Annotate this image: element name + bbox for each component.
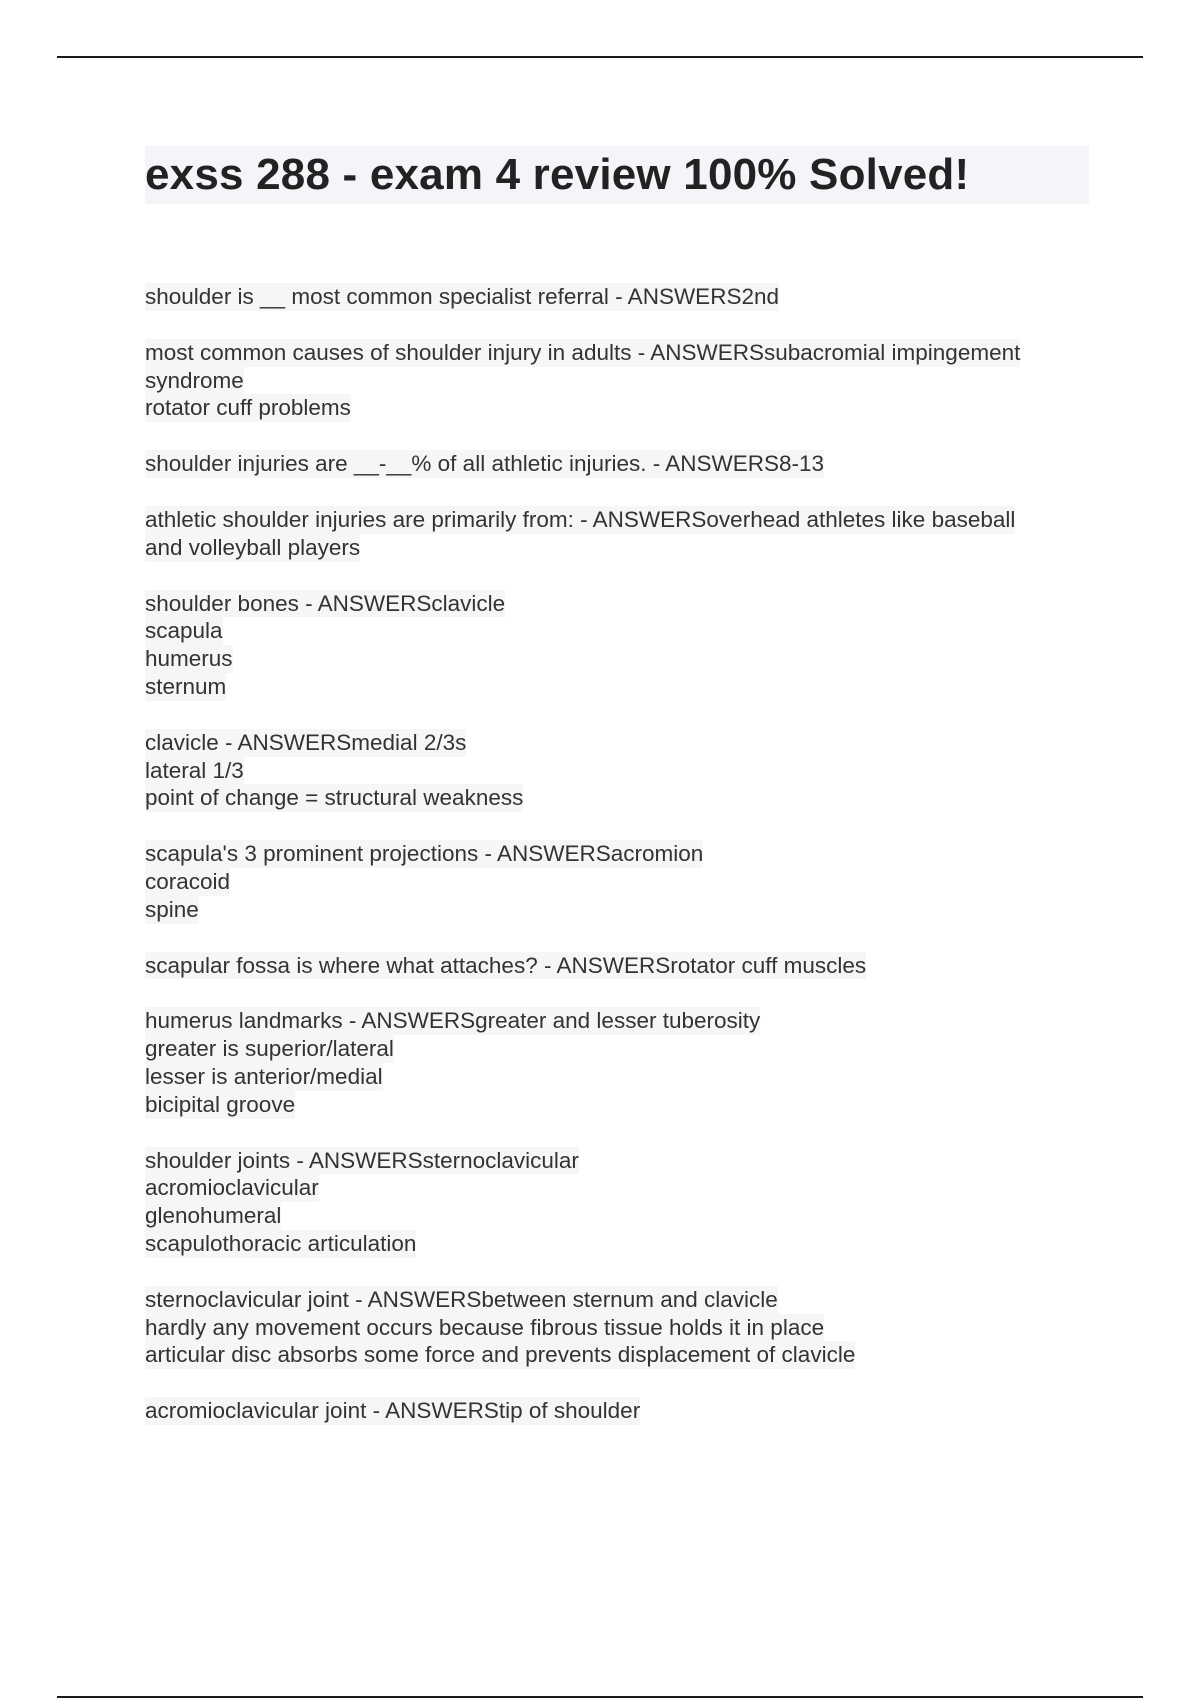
- qa-question-line: shoulder joints - ANSWERSsternoclavicular: [145, 1147, 579, 1173]
- qa-answer-line: spine: [145, 896, 199, 922]
- qa-answer-line: hardly any movement occurs because fibrous tissue holds it in place: [145, 1314, 825, 1340]
- title-highlight: [145, 146, 1089, 204]
- page-title: exss 288 - exam 4 review 100% Solved!: [145, 150, 970, 199]
- qa-item: [145, 1397, 1095, 1425]
- qa-answer-line: glenohumeral: [145, 1203, 282, 1229]
- qa-answer-line: humerus: [145, 646, 233, 672]
- qa-item: [145, 952, 1095, 980]
- qa-item: [145, 840, 1095, 923]
- qa-answer-line: scapula: [145, 618, 223, 644]
- qa-item: [145, 590, 1095, 701]
- qa-answer-line: bicipital groove: [145, 1091, 296, 1117]
- qa-question-line: scapular fossa is where what attaches? - ANSWERSrotator cuff muscles: [145, 952, 867, 978]
- qa-answer-line: and volleyball players: [145, 534, 361, 560]
- bottom-rule: [57, 1696, 1143, 1698]
- qa-answer-line: syndrome: [145, 367, 244, 393]
- qa-answer-line: coracoid: [145, 868, 231, 894]
- qa-answer-line: sternum: [145, 673, 227, 699]
- qa-question-line: acromioclavicular joint - ANSWERStip of shoulder: [145, 1398, 641, 1424]
- qa-answer-line: articular disc absorbs some force and prevents displacement of clavicle: [145, 1342, 856, 1368]
- qa-question-line: athletic shoulder injuries are primarily from: - ANSWERSoverhead athletes like baseball: [145, 506, 1016, 532]
- qa-answer-line: greater is superior/lateral: [145, 1036, 394, 1062]
- qa-list: [145, 283, 1095, 1453]
- qa-item: [145, 729, 1095, 812]
- qa-item: [145, 506, 1095, 562]
- qa-question-line: sternoclavicular joint - ANSWERSbetween sternum and clavicle: [145, 1286, 778, 1312]
- qa-item: [145, 1147, 1095, 1258]
- qa-answer-line: acromioclavicular: [145, 1175, 319, 1201]
- qa-item: [145, 1007, 1095, 1118]
- qa-question-line: humerus landmarks - ANSWERSgreater and lesser tuberosity: [145, 1008, 761, 1034]
- qa-item: [145, 1286, 1095, 1369]
- qa-answer-line: scapulothoracic articulation: [145, 1230, 417, 1256]
- qa-item: [145, 450, 1095, 478]
- qa-question-line: shoulder bones - ANSWERSclavicle: [145, 590, 506, 616]
- qa-answer-line: lesser is anterior/medial: [145, 1063, 383, 1089]
- qa-item: [145, 339, 1095, 422]
- qa-question-line: shoulder injuries are __-__% of all athletic injuries. - ANSWERS8-13: [145, 451, 825, 477]
- qa-answer-line: point of change = structural weakness: [145, 785, 524, 811]
- qa-answer-line: rotator cuff problems: [145, 395, 351, 421]
- qa-answer-line: lateral 1/3: [145, 757, 244, 783]
- qa-question-line: clavicle - ANSWERSmedial 2/3s: [145, 729, 467, 755]
- qa-question-line: most common causes of shoulder injury in adults - ANSWERSsubacromial impingement: [145, 339, 1021, 365]
- qa-item: [145, 283, 1095, 311]
- top-rule: [57, 56, 1143, 58]
- qa-question-line: scapula's 3 prominent projections - ANSWERSacromion: [145, 841, 704, 867]
- qa-question-line: shoulder is __ most common specialist referral - ANSWERS2nd: [145, 284, 779, 309]
